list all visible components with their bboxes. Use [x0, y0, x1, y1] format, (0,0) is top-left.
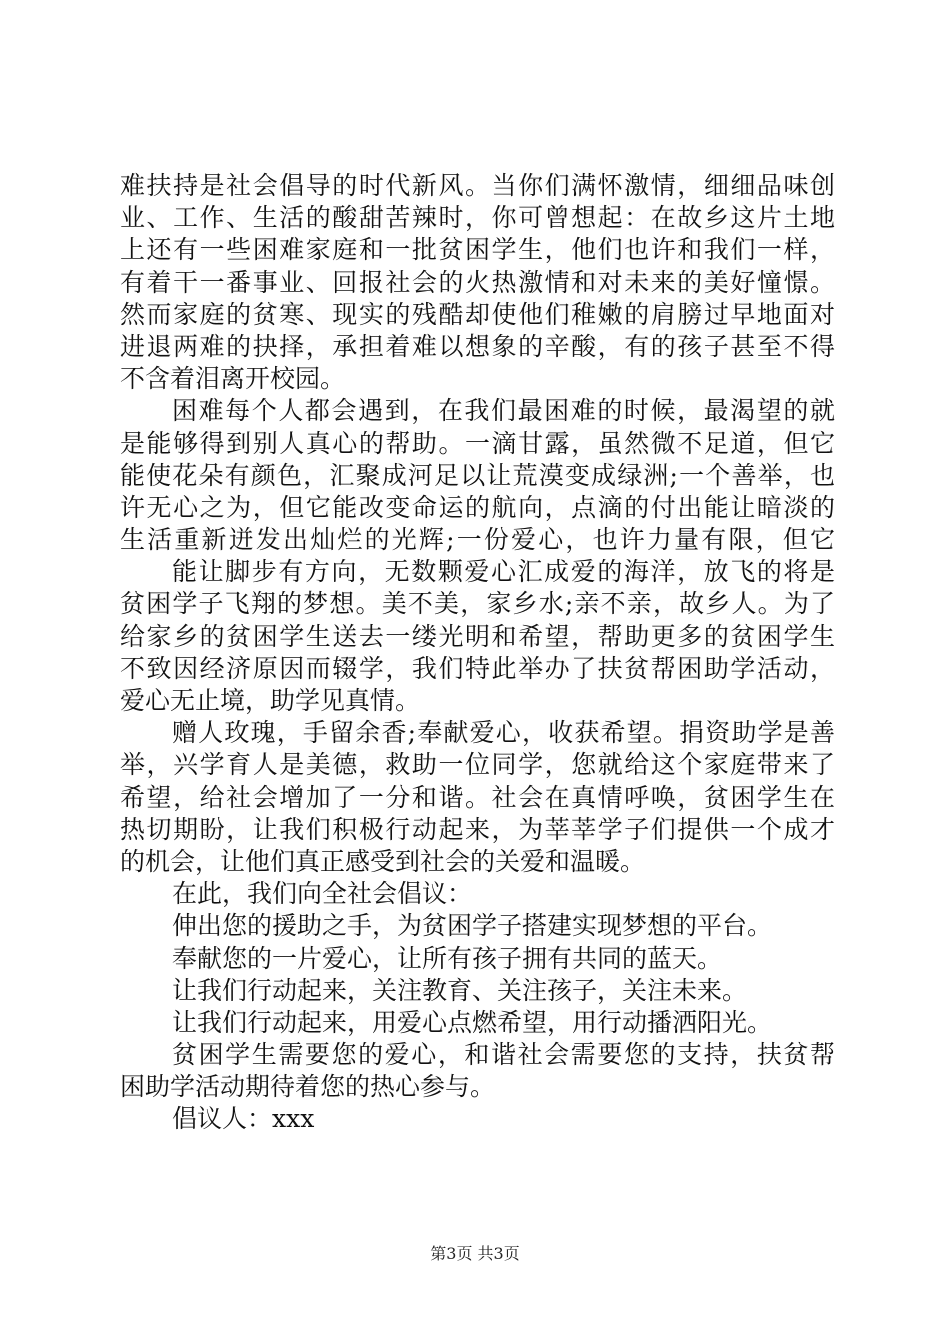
text-line: 上还有一些困难家庭和一批贫困学生，他们也许和我们一样， — [120, 235, 835, 265]
text-line: 困助学活动期待着您的热心参与。 — [120, 1072, 496, 1102]
text-line: 让我们行动起来，用爱心点燃希望，用行动播洒阳光。 — [172, 1007, 773, 1037]
signature-line: 倡议人：xxx — [172, 1104, 315, 1134]
text-line: 不含着泪离开校园。 — [120, 364, 346, 394]
text-line: 赠人玫瑰，手留余香;奉献爱心，收获希望。捐资助学是善 — [172, 718, 835, 748]
text-line: 生活重新迸发出灿烂的光辉;一份爱心，也许力量有限，但它 — [120, 525, 835, 555]
text-line: 能让脚步有方向，无数颗爱心汇成爱的海洋，放飞的将是 — [172, 557, 835, 587]
text-line: 贫困学生需要您的爱心，和谐社会需要您的支持，扶贫帮 — [172, 1040, 835, 1070]
text-line: 困难每个人都会遇到，在我们最困难的时候，最渴望的就 — [172, 396, 835, 426]
text-line: 进退两难的抉择，承担着难以想象的辛酸，有的孩子甚至不得 — [120, 331, 835, 361]
text-line: 是能够得到别人真心的帮助。一滴甘露，虽然微不足道，但它 — [120, 428, 835, 458]
text-line: 热切期盼，让我们积极行动起来，为莘莘学子们提供一个成才 — [120, 814, 835, 844]
text-line: 伸出您的援助之手，为贫困学子搭建实现梦想的平台。 — [172, 911, 773, 941]
text-line: 举，兴学育人是美德，救助一位同学，您就给这个家庭带来了 — [120, 750, 835, 780]
text-line: 许无心之为，但它能改变命运的航向，点滴的付出能让暗淡的 — [120, 492, 835, 522]
text-line: 的机会，让他们真正感受到社会的关爱和温暖。 — [120, 846, 646, 876]
text-line: 奉献您的一片爱心，让所有孩子拥有共同的蓝天。 — [172, 943, 723, 973]
text-line: 爱心无止境，助学见真情。 — [120, 686, 421, 715]
text-line: 在此，我们向全社会倡议： — [172, 879, 473, 909]
text-line: 让我们行动起来，关注教育、关注孩子，关注未来。 — [172, 975, 748, 1005]
text-line: 给家乡的贫困学生送去一缕光明和希望，帮助更多的贫困学生 — [120, 621, 835, 651]
text-line: 难扶持是社会倡导的时代新风。当你们满怀激情，细细品味创 — [120, 171, 835, 200]
document-body — [120, 170, 835, 1136]
page-footer: 第3页 共3页 — [430, 1244, 520, 1263]
text-line: 贫困学子飞翔的梦想。美不美，家乡水;亲不亲，故乡人。为了 — [120, 589, 835, 619]
text-line: 有着干一番事业、回报社会的火热激情和对未来的美好憧憬。 — [120, 267, 835, 297]
text-line: 不致因经济原因而辍学，我们特此举办了扶贫帮困助学活动， — [120, 653, 835, 683]
text-line: 能使花朵有颜色，汇聚成河足以让荒漠变成绿洲;一个善举，也 — [120, 460, 835, 490]
text-line: 希望，给社会增加了一分和谐。社会在真情呼唤，贫困学生在 — [120, 782, 835, 812]
text-line: 业、工作、生活的酸甜苦辣时，你可曾想起：在故乡这片土地 — [120, 203, 835, 233]
text-line: 然而家庭的贫寒、现实的残酷却使他们稚嫩的肩膀过早地面对 — [120, 299, 835, 329]
